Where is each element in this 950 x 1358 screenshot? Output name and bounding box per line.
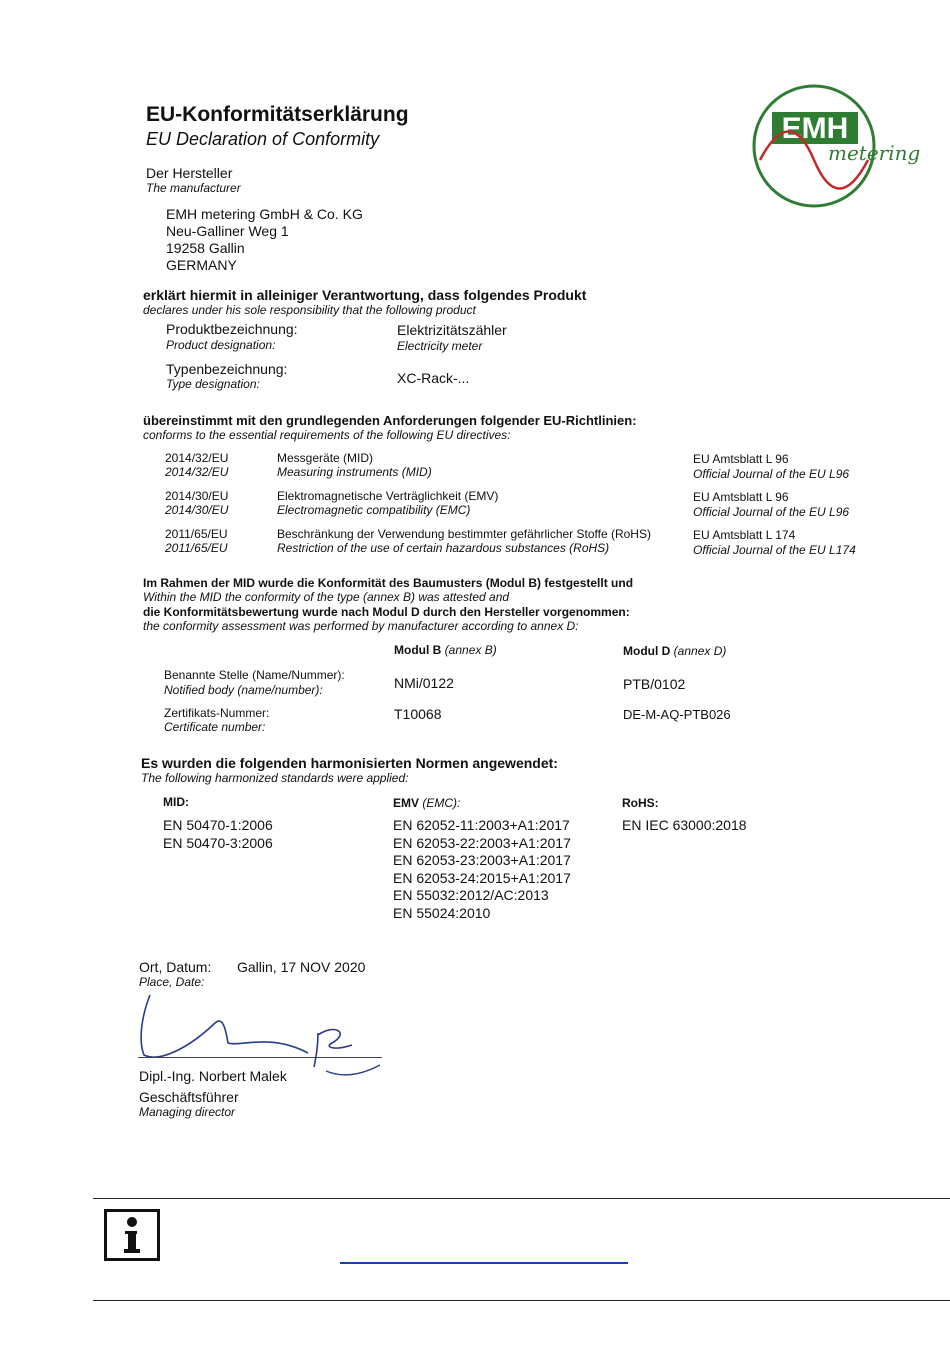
directive-name-en: Electromagnetic compatibility (EMC) bbox=[277, 503, 471, 517]
standard-item: EN 50470-1:2006 bbox=[163, 817, 273, 833]
directive-name: Messgeräte (MID) bbox=[277, 451, 374, 465]
address-line: EMH metering GmbH & Co. KG bbox=[166, 206, 363, 222]
mid-frame-line2-en: the conformity assessment was performed by manufacturer according to annex D: bbox=[143, 619, 579, 633]
handwritten-signature bbox=[130, 985, 400, 1080]
emc-standards-label: (EMC): bbox=[422, 796, 461, 810]
module-d-heading bbox=[623, 644, 726, 658]
notified-body-label-en: Notified body (name/number): bbox=[164, 683, 323, 697]
module-b-label: Modul B bbox=[394, 643, 442, 657]
directive-name-en: Measuring instruments (MID) bbox=[277, 465, 432, 479]
standard-item: EN 62052-11:2003+A1:2017 bbox=[393, 817, 570, 833]
directive-journal: EU Amtsblatt L 96 bbox=[693, 452, 789, 466]
svg-text:metering: metering bbox=[828, 141, 920, 165]
address-line: GERMANY bbox=[166, 257, 237, 273]
notified-body-b: NMi/0122 bbox=[394, 675, 454, 691]
signatory-role-en: Managing director bbox=[139, 1105, 236, 1119]
manufacturer-label-en: The manufacturer bbox=[146, 181, 241, 195]
type-designation-value: XC-Rack-... bbox=[397, 370, 470, 386]
place-date-value: Gallin, 17 NOV 2020 bbox=[237, 959, 366, 975]
declares-text-en: declares under his sole responsibility that the following product bbox=[143, 303, 476, 317]
standard-item: EN 62053-24:2015+A1:2017 bbox=[393, 869, 571, 886]
certificate-d: DE-M-AQ-PTB026 bbox=[623, 707, 731, 722]
product-designation-label: Produktbezeichnung: bbox=[166, 321, 298, 337]
module-b-heading bbox=[394, 643, 497, 657]
conforms-text-en: conforms to the essential requirements of the following EU directives: bbox=[143, 428, 511, 442]
info-icon bbox=[104, 1209, 160, 1261]
footer-link-underline[interactable] bbox=[340, 1262, 628, 1264]
conforms-text: übereinstimmt mit den grundlegenden Anforderungen folgender EU-Richtlinien: bbox=[143, 413, 637, 428]
standard-item: EN 50470-3:2006 bbox=[163, 835, 273, 851]
signatory-role: Geschäftsführer bbox=[139, 1089, 239, 1105]
directive-journal-en: Official Journal of the EU L96 bbox=[693, 467, 850, 481]
emh-metering-logo bbox=[750, 82, 920, 210]
standard-item: EN 62053-22:2003+A1:2017 bbox=[393, 834, 571, 851]
standard-item: EN IEC 63000:2018 bbox=[622, 817, 747, 833]
address-line: 19258 Gallin bbox=[166, 240, 245, 256]
type-designation-label-en: Type designation: bbox=[166, 377, 260, 391]
directive-name: Elektromagnetische Verträglichkeit (EMV) bbox=[277, 489, 499, 503]
standard-item: EN 55032:2012/AC:2013 bbox=[393, 887, 549, 904]
directive-code-en: 2011/65/EU bbox=[165, 541, 228, 555]
footer-top-rule bbox=[93, 1198, 950, 1199]
document-subtitle: EU Declaration of Conformity bbox=[146, 129, 380, 149]
notified-body-label: Benannte Stelle (Name/Nummer): bbox=[164, 668, 345, 682]
directive-code: 2014/32/EU bbox=[165, 451, 229, 465]
emv-standards-label: EMV bbox=[393, 796, 420, 810]
signature-line bbox=[138, 1057, 382, 1058]
signatory-name: Dipl.-Ing. Norbert Malek bbox=[139, 1068, 287, 1084]
emv-standards-heading bbox=[393, 796, 460, 810]
directive-journal: EU Amtsblatt L 96 bbox=[693, 490, 789, 504]
notified-body-d: PTB/0102 bbox=[623, 676, 686, 692]
document-title: EU-Konformitätserklärung bbox=[146, 103, 409, 126]
emv-standards-list bbox=[393, 817, 571, 923]
mid-standards-list bbox=[163, 816, 273, 852]
directive-code: 2011/65/EU bbox=[165, 527, 228, 541]
address-line: Neu-Galliner Weg 1 bbox=[166, 223, 289, 239]
standards-heading: Es wurden die folgenden harmonisierten Normen angewendet: bbox=[141, 755, 558, 771]
declares-text: erklärt hiermit in alleiniger Verantwortung, dass folgendes Produkt bbox=[143, 287, 587, 303]
rohs-standards-list bbox=[622, 817, 747, 833]
manufacturer-label: Der Hersteller bbox=[146, 165, 233, 181]
mid-frame-line1: Im Rahmen der MID wurde die Konformität des Baumusters (Modul B) festgestellt und bbox=[143, 576, 634, 590]
certificate-b: T10068 bbox=[394, 706, 442, 722]
svg-text:EMH: EMH bbox=[781, 112, 849, 145]
footer-bottom-rule bbox=[93, 1300, 950, 1301]
standards-heading-en: The following harmonized standards were applied: bbox=[141, 771, 409, 785]
mid-frame-line1-en: Within the MID the conformity of the type (annex B) was attested and bbox=[143, 590, 510, 604]
place-date-label: Ort, Datum: bbox=[139, 959, 212, 975]
product-designation-value-en: Electricity meter bbox=[397, 339, 483, 353]
standard-item: EN 62053-23:2003+A1:2017 bbox=[393, 852, 571, 869]
mid-standards-label: MID: bbox=[163, 795, 189, 809]
certificate-label: Zertifikats-Nummer: bbox=[164, 706, 270, 720]
mid-frame-line2: die Konformitätsbewertung wurde nach Modul D durch den Hersteller vorgenommen: bbox=[143, 605, 630, 619]
type-designation-label: Typenbezeichnung: bbox=[166, 361, 288, 377]
directive-code-en: 2014/32/EU bbox=[165, 465, 229, 479]
directive-journal-en: Official Journal of the EU L96 bbox=[693, 505, 850, 519]
manufacturer-address bbox=[166, 206, 363, 274]
product-designation-label-en: Product designation: bbox=[166, 338, 276, 352]
product-designation-value: Elektrizitätszähler bbox=[397, 322, 507, 338]
standard-item: EN 55024:2010 bbox=[393, 904, 491, 921]
module-b-annex: (annex B) bbox=[444, 643, 497, 657]
directive-journal: EU Amtsblatt L 174 bbox=[693, 528, 796, 542]
directive-code-en: 2014/30/EU bbox=[165, 503, 229, 517]
place-date-label-en: Place, Date: bbox=[139, 975, 205, 989]
certificate-label-en: Certificate number: bbox=[164, 720, 266, 734]
rohs-standards-label: RoHS: bbox=[622, 796, 659, 810]
directive-code: 2014/30/EU bbox=[165, 489, 229, 503]
module-d-annex: (annex D) bbox=[673, 644, 727, 658]
module-d-label: Modul D bbox=[623, 644, 671, 658]
directive-name-en: Restriction of the use of certain hazardous substances (RoHS) bbox=[277, 541, 610, 555]
directive-name: Beschränkung der Verwendung bestimmter gefährlicher Stoffe (RoHS) bbox=[277, 527, 651, 541]
directive-journal-en: Official Journal of the EU L174 bbox=[693, 543, 856, 557]
